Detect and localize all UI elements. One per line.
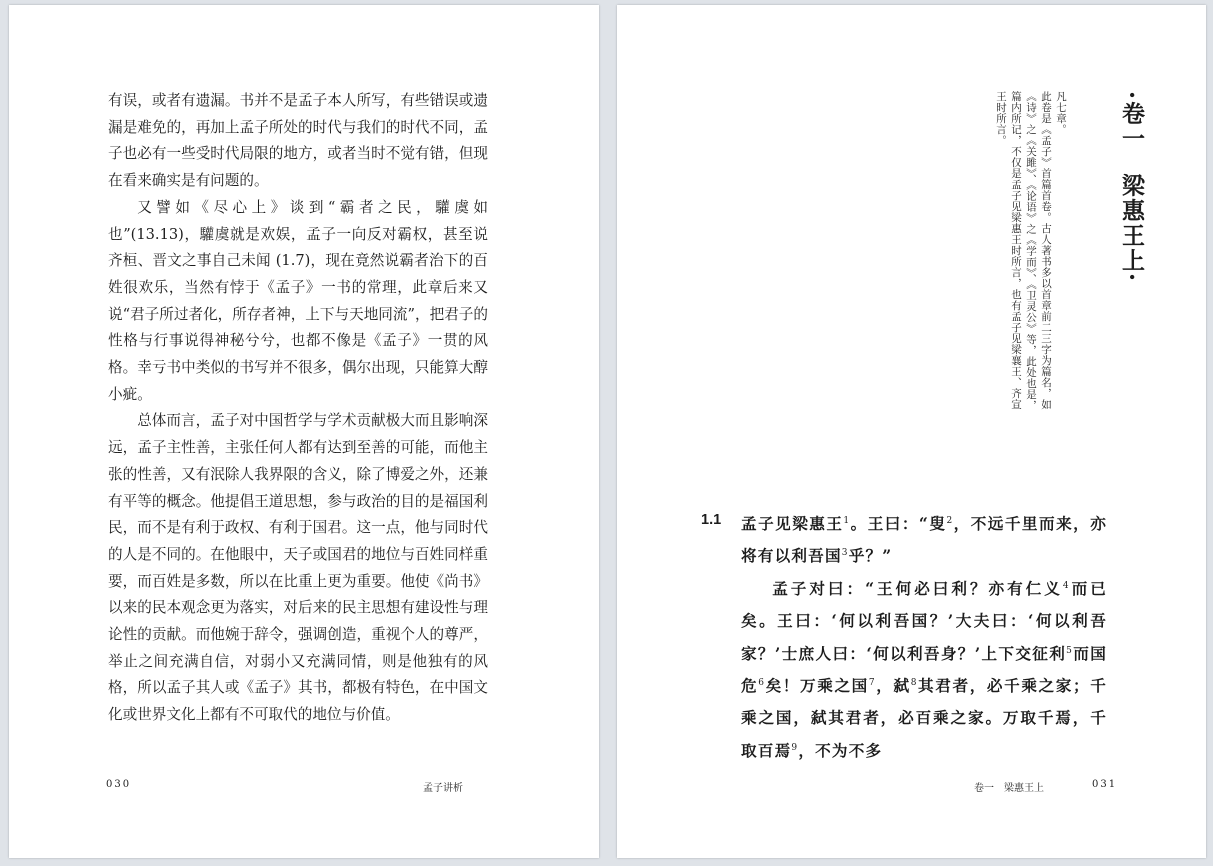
chapter-name: 梁惠王上 <box>1118 173 1145 274</box>
footnote-marker[interactable]: 3 <box>841 548 849 559</box>
footnote-marker[interactable]: 8 <box>910 678 918 689</box>
classic-text <box>741 508 1107 767</box>
running-title: 卷一 梁惠王上 <box>974 783 1044 794</box>
page-number: 031 <box>1092 779 1118 790</box>
body-paragraph: 有误，或者有遗漏。书并不是孟子本人所写，有些错误或遗漏是难免的，再加上孟子所处的时代与我们的时代不同，孟子也必有一些受时代局限的地方，或者当时不觉有错，但现在看来确实是有问题的。 <box>108 92 488 190</box>
section-number: 1.1 <box>701 512 722 528</box>
running-title: 孟子讲析 <box>423 783 463 794</box>
page-number: 030 <box>106 779 132 790</box>
chapter-volume: 卷一 <box>1118 101 1145 152</box>
left-body-text <box>108 88 488 729</box>
right-page <box>617 5 1206 858</box>
classic-paragraph: 孟子对曰：“王何必曰利？亦有仁义$^4$而已矣。王曰：‘何以利吾国？’大夫曰：‘何以利吾家？’士庶人曰：‘何以利吾身？’上下交征利$^5$而国危$^6$矣！万乘之国$^7$，弑$^8$其君者，必千乘之家；千乘之国，弑其君者，必百乘之家。万取千焉，千取百焉$^9$，不为不多 <box>741 578 1108 760</box>
left-page <box>9 5 599 858</box>
footnote-marker[interactable]: 1 <box>843 516 851 526</box>
footnote-marker[interactable]: 9 <box>791 742 799 753</box>
classic-paragraph: 孟子见梁惠王$^1$。王曰：“叟$^2$，不远千里而来，亦将有以利吾国$^3$乎？” <box>741 514 1107 566</box>
body-paragraph: 总体而言，孟子对中国哲学与学术贡献极大而且影响深远，孟子主性善，主张任何人都有达到至善的可能，而他主张的性善，又有泯除人我界限的含义，除了博爱之外，还兼有平等的概念。他提倡王道思想，参与政治的目的是福国利民，而不是有利于政权、有利于国君。这一点，他与同时代的人是不同的。在他眼中，天子或国君的地位与百姓同样重要，而百姓是多数，所以在比重上更为重要。他使《尚书》以来的民本观念更为落实，对后来的民主思想有建设性与理论性的贡献。而他婉于辞令，强调创造，重视个人的尊严，举止之间充满自信，对弱小又充满同情，则是他独有的风格，所以孟子其人或《孟子》其书，都极有特色，在中国文化或世界文化上都有不可取代的地位与价值。 <box>108 412 488 724</box>
footnote-marker[interactable]: 4 <box>1062 580 1070 591</box>
body-paragraph: 又譬如《尽心上》谈到“霸者之民，驩虞如也”(13.13)，驩虞就是欢娱，孟子一向反对霸权，甚至说齐桓、晋文之事自己未闻 (1.7)，现在竟然说霸者治下的百姓很欢乐，当然有悖于《孟子》一书的常理，此章后来又说“君子所过者化，所存者神，上下与天地同流”，把君子的性格与行事说得神秘兮兮，也都不像是《孟子》一贯的风格。幸亏书中类似的书写并不很多，偶尔出现，只能算大醇小疵。 <box>108 198 488 403</box>
footnote-marker[interactable]: 2 <box>946 516 954 526</box>
footnote-marker[interactable]: 6 <box>758 678 766 689</box>
footnote-marker[interactable]: 5 <box>1066 645 1074 656</box>
intro-note-line: 凡七章。 <box>1055 91 1067 135</box>
intro-note-line: 此卷是《孟子》首篇首卷。古人著书多以首章前二三字为篇名，如《诗》之《关雎》、《论语》之《学而》、《卫灵公》等，此处也是，篇内所记，不仅是孟子见梁惠王时所言，也有孟子见梁襄王、齐宣王时所言。 <box>995 91 1052 411</box>
chapter-intro-note <box>993 91 1068 411</box>
chapter-title: ·卷一梁惠王上· <box>1118 91 1145 284</box>
footnote-marker[interactable]: 7 <box>868 678 876 689</box>
